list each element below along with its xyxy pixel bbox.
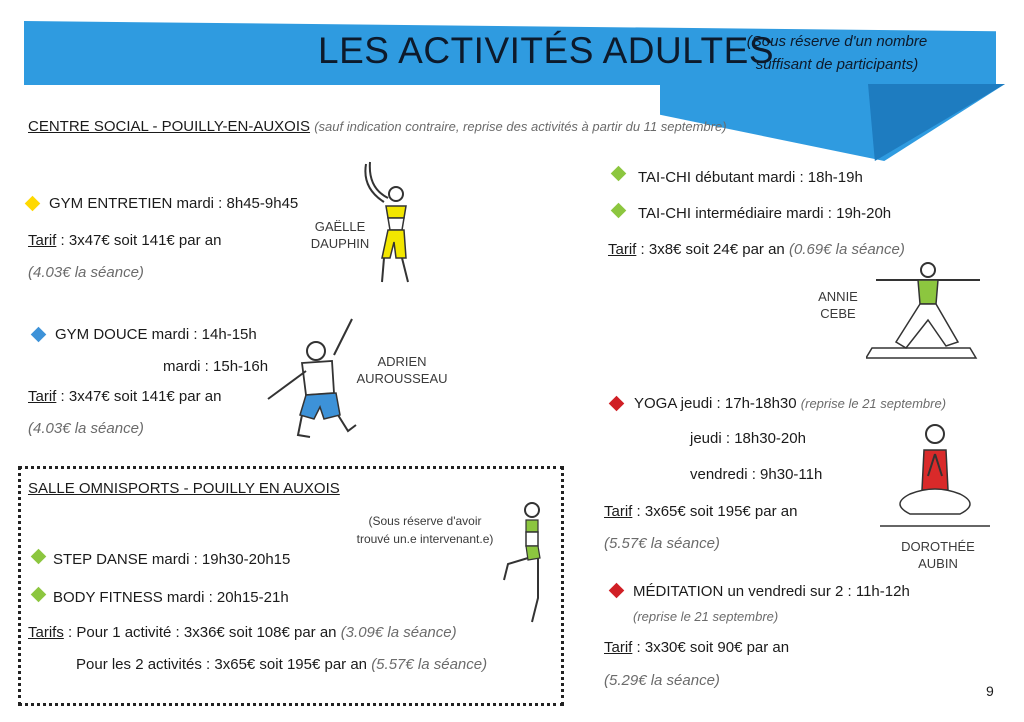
omnisports-heading: SALLE OMNISPORTS - POUILLY EN AUXOIS — [28, 480, 340, 497]
header-banner-ribbon-fold — [868, 84, 1005, 161]
page-title: LES ACTIVITÉS ADULTES — [318, 30, 775, 71]
red-diamond-bullet — [609, 583, 625, 599]
blue-diamond-bullet — [31, 327, 47, 343]
taichi-beginner-label: TAI-CHI débutant mardi : 18h-19h — [638, 169, 863, 186]
instructor-name-gaelle: GAËLLE DAUPHIN — [310, 219, 370, 251]
yoga-slot3: vendredi : 9h30-11h — [690, 466, 823, 483]
gym-entretien-label: GYM ENTRETIEN mardi : 8h45-9h45 — [49, 195, 299, 212]
yoga-per-session: (5.57€ la séance) — [604, 535, 720, 552]
participants-note: (Sous réserve d'un nombre suffisant de participants) — [746, 33, 928, 73]
green-diamond-bullet — [611, 166, 627, 182]
centre-social-heading: CENTRE SOCIAL - POUILLY-EN-AUXOIS (sauf indication contraire, reprise des activités à partir du 11 septembre) — [28, 118, 727, 135]
red-diamond-bullet — [609, 396, 625, 412]
omnisports-tarif2: Pour les 2 activités : 3x65€ soit 195€ par an (5.57€ la séance) — [76, 656, 488, 673]
yoga-woman-illustration — [880, 420, 990, 532]
gym-douce-slot2: mardi : 15h-16h — [163, 358, 269, 375]
step-danse-label: STEP DANSE mardi : 19h30-20h15 — [53, 551, 291, 568]
gym-douce-per-session: (4.03€ la séance) — [28, 420, 144, 437]
gym-douce-tarif: Tarif : 3x47€ soit 141€ par an — [28, 388, 222, 405]
stretching-woman-illustration — [358, 158, 424, 288]
meditation-label: MÉDITATION un vendredi sur 2 : 11h-12h — [633, 583, 910, 600]
body-fitness-label: BODY FITNESS mardi : 20h15-21h — [53, 589, 289, 606]
gym-entretien-per-session: (4.03€ la séance) — [28, 264, 144, 281]
instructor-name-dorothee: DOROTHÉE AUBIN — [901, 539, 975, 571]
yoga-slot2: jeudi : 18h30-20h — [690, 430, 806, 447]
meditation-tarif: Tarif : 3x30€ soit 90€ par an — [604, 639, 790, 656]
meditation-per-session: (5.29€ la séance) — [604, 672, 720, 689]
yoga-label: YOGA jeudi : 17h-18h30 (reprise le 21 septembre) — [634, 395, 947, 412]
gym-entretien-tarif: Tarif : 3x47€ soit 141€ par an — [28, 232, 222, 249]
jumping-man-illustration — [262, 315, 358, 441]
instructor-name-adrien: ADRIEN AUROUSSEAU — [356, 354, 448, 386]
taichi-woman-illustration — [866, 258, 986, 364]
fitness-woman-illustration — [498, 498, 550, 626]
taichi-tarif: Tarif : 3x8€ soit 24€ par an (0.69€ la séance) — [608, 241, 905, 258]
omnisports-note: (Sous réserve d'avoir trouvé un.e intervenant.e) — [356, 514, 494, 546]
green-diamond-bullet — [611, 203, 627, 219]
instructor-name-annie: ANNIE CEBE — [818, 289, 858, 321]
yoga-tarif: Tarif : 3x65€ soit 195€ par an — [604, 503, 798, 520]
yellow-diamond-bullet — [25, 196, 41, 212]
taichi-intermediate-label: TAI-CHI intermédiaire mardi : 19h-20h — [638, 205, 892, 222]
meditation-resume: (reprise le 21 septembre) — [633, 609, 779, 624]
page-number: 9 — [986, 683, 994, 699]
omnisports-tarif1: Tarifs : Pour 1 activité : 3x36€ soit 108€ par an (3.09€ la séance) — [28, 624, 457, 641]
gym-douce-label: GYM DOUCE mardi : 14h-15h — [55, 326, 257, 343]
